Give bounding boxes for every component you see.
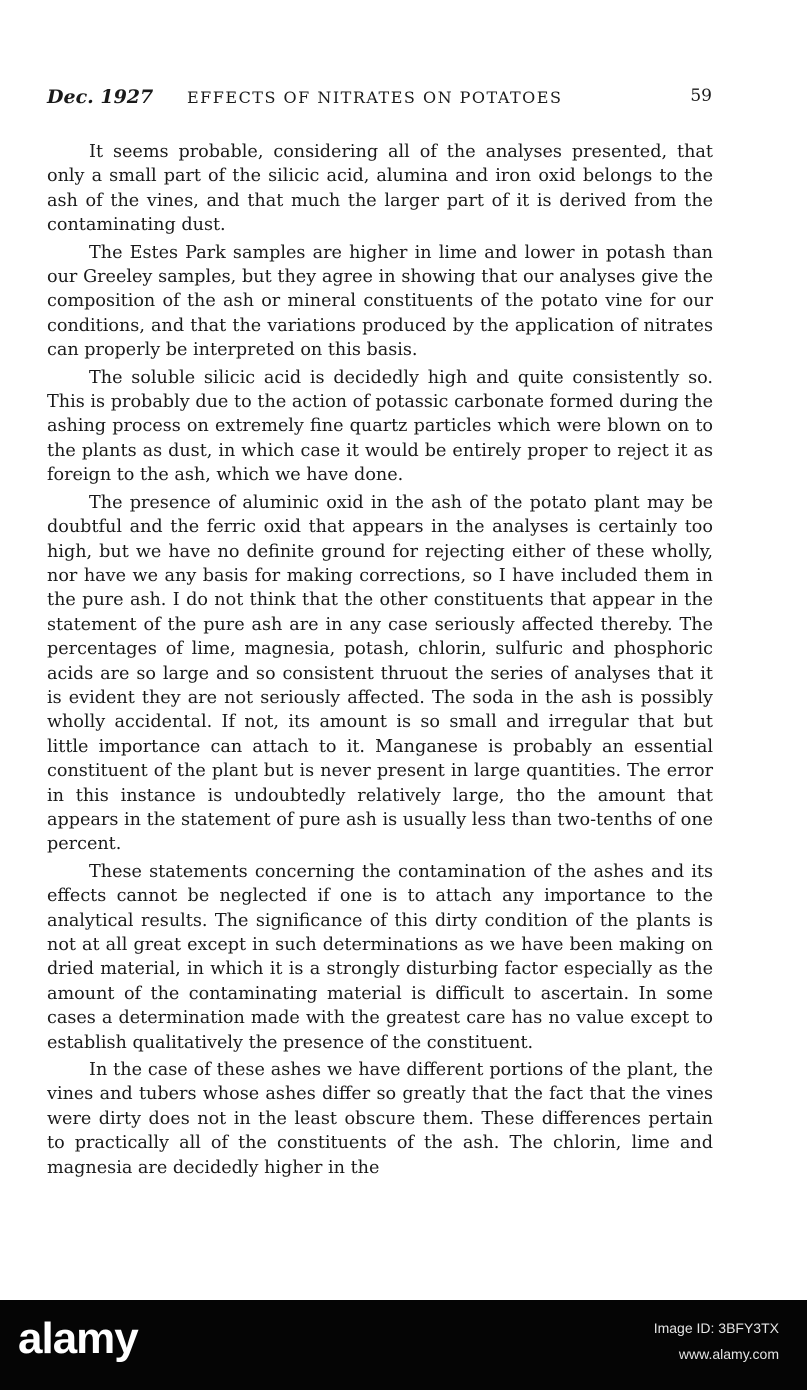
paragraph: The Estes Park samples are higher in lime and lower in potash than our Greeley samples, but they agree in showing that our analyses give the composition of the ash or mineral constituents of the potato vine for our conditions, and that the variations produced by the application of nitrates can properly be interpreted on this basis. <box>47 242 713 361</box>
paragraph: The presence of aluminic oxid in the ash of the potato plant may be doubtful and the ferric oxid that appears in the analyses is certainly too high, but we have no definite ground for rejecting either of these wholly, nor have we any basis for making corrections, so I have included them in the pure ash. I do not think that the other constituents that appear in the statement of the pure ash are in any case seriously affected thereby. The percentages of lime, magnesia, potash, chlorin, sulfuric and phosphoric acids are so large and so consistent thruout the series of analyses that it is evident they are not seriously affected. The soda in the ash is possibly wholly accidental. If not, its amount is so small and irregular that but little importance can attach to it. Manganese is probably an essential constituent of the plant but is never present in large quantities. The error in this instance is undoubtedly relatively large, tho the amount that appears in the statement of pure ash is usually less than two-tenths of one percent. <box>47 492 713 855</box>
body-text <box>47 140 713 1183</box>
paragraph: The soluble silicic acid is decidedly high and quite consistently so. This is probably due to the action of potassic carbonate formed during the ashing process on extremely fine quartz particles which were blown on to the plants as dust, in which case it would be entirely proper to reject it as foreign to the ash, which we have done. <box>47 367 713 486</box>
site-url: www.alamy.com <box>678 1346 779 1362</box>
image-id-label: Image ID: 3BFY3TX <box>653 1320 779 1336</box>
header-title: EFFECTS OF NITRATES ON POTATOES <box>187 88 563 107</box>
page-number: 59 <box>690 86 712 106</box>
alamy-logo: alamy <box>18 1314 138 1363</box>
watermark-bar <box>0 1300 807 1390</box>
paragraph: In the case of these ashes we have different portions of the plant, the vines and tubers whose ashes differ so greatly that the fact that the vines were dirty does not in the least obscure them. These differences pertain to practically all of the constituents of the ash. The chlorin, lime and magnesia are decidedly higher in the <box>47 1060 713 1178</box>
paragraph: These statements concerning the contamination of the ashes and its effects cannot be neglected if one is to attach any importance to the analytical results. The significance of this dirty condition of the plants is not at all great except in such determinations as we have been making on dried material, in which it is a strongly disturbing factor especially as the amount of the contaminating material is difficult to ascertain. In some cases a determination made with the greatest care has no value except to establish qualitatively the presence of the constituent. <box>47 861 713 1053</box>
paragraph: It seems probable, considering all of the analyses presented, that only a small part of the silicic acid, alumina and iron oxid belongs to the ash of the vines, and that much the larger part of it is derived from the contaminating dust. <box>47 142 713 236</box>
header-date: Dec. 1927 <box>47 86 154 108</box>
running-header <box>47 86 712 116</box>
